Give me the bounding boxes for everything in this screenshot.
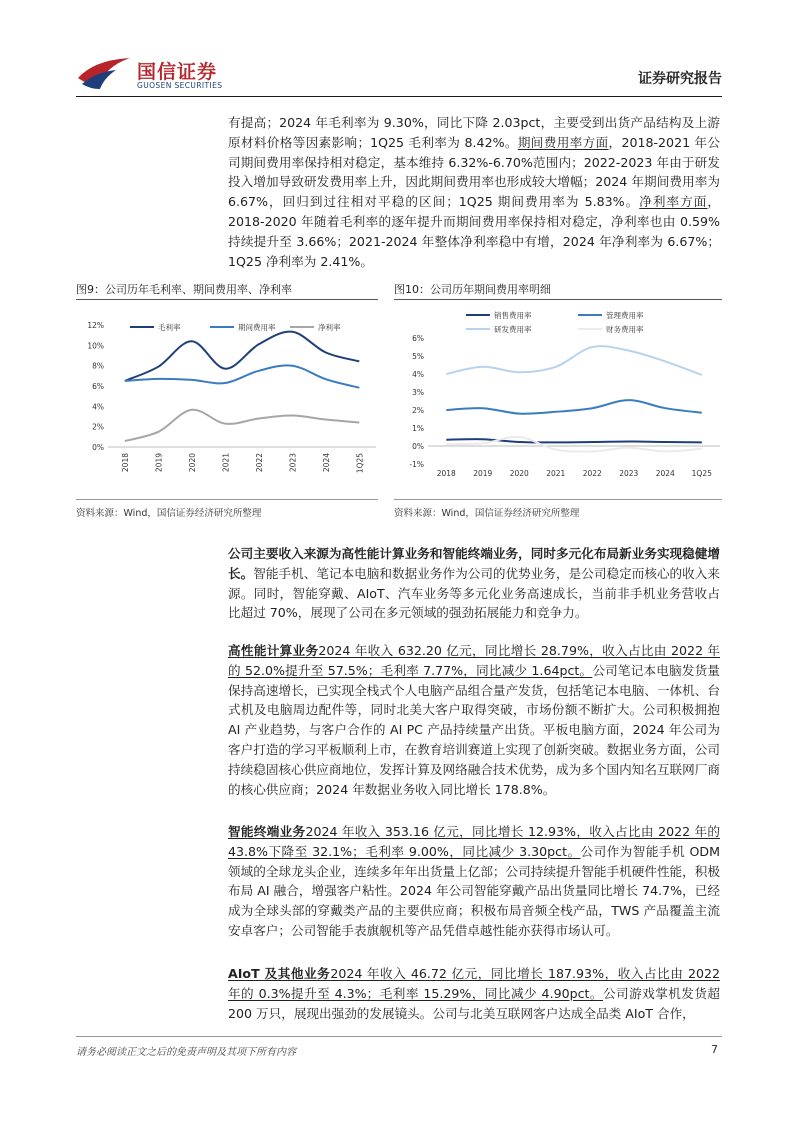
legend-label: 净利率 — [318, 323, 341, 332]
terminal-text: 公司作为智能手机 ODM 领域的全球龙头企业，连续多年年出货量上亿部；公司持续提升智能手机硬件性能，积极布局 AI 融合，增强客户粘性。2024 年公司智能穿戴产品出货量同比增长 74.7%，已经成为全球头部的穿戴类产品的主要供应商；积极布局音频全栈产品，TWS 产品覆盖主流安卓客户；公司智能手表旗舰机等产品凭借卓越性能亦获得市场认可。 — [228, 843, 720, 938]
revenue-structure-paragraph — [228, 544, 720, 623]
x-tick-label: 2018 — [436, 469, 456, 478]
y-tick-label: 5% — [412, 352, 424, 361]
fig10-chart — [394, 305, 722, 495]
fig9-bottom-divider — [76, 499, 378, 500]
y-tick-label: 6% — [412, 334, 424, 343]
y-tick-label: 10% — [87, 341, 104, 351]
x-tick-label: 2019 — [473, 469, 493, 478]
fig9-title: 图9：公司历年毛利率、期间费用率、净利率 — [76, 283, 292, 296]
legend-label: 财务费用率 — [606, 325, 644, 334]
terminal-business-paragraph — [228, 822, 720, 941]
y-tick-label: 12% — [87, 321, 104, 330]
x-tick-label: 2021 — [221, 453, 231, 473]
hpc-heading: 高性能计算业务 — [228, 643, 319, 658]
hpc-text: 公司笔记本电脑发货量保持高速增长，已实现全栈式个人电脑产品组合量产发货，包括笔记本电脑、一体机、台式机及电脑周边配件等，同时北美大客户取得突破，市场份额不断扩大。公司积极拥抱 AI 产业趋势，与客户合作的 AI PC 产品持续量产出货。平板电脑方面，2024 年公司为客户打造的学习平板顺利上市，在教育培训赛道上实现了创新突破。数据业务方面，公司持续稳固核心供应商地位，发挥计算及网络融合技术优势，成为多个国内知名互联网厂商的核心供应商；2024 年数据业务收入同比增长 178.8%。 — [228, 662, 721, 797]
series-line-3 — [446, 346, 702, 375]
aiot-business-paragraph — [228, 964, 720, 1023]
revenue-structure-text: 智能手机、笔记本电脑和数据业务作为公司的优势业务，是公司稳定而核心的收入来源。同时，智能穿戴、AIoT、汽车业务等多元化业务高速成长，当前非手机业务营收占比超过 70%，展现了公司在多元领域的强劲拓展能力和竞争力。 — [228, 565, 721, 621]
brand-name: 国信证券 — [137, 61, 218, 83]
legend-label: 毛利率 — [158, 323, 181, 332]
x-tick-label: 2023 — [619, 469, 639, 478]
fig9-source: 资料来源：Wind，国信证券经济研究所整理 — [76, 508, 262, 519]
y-tick-label: 8% — [92, 361, 104, 371]
expense-ratio-text: ，2018-2021 年公司期间费用率保持相对稳定，基本维持 6.32%-6.70%范围内；2022-2023 年由于研发投入增加导致研发费用率上升，因此期间费用率也形成较大增幅；2024 年期间费用率为 6.67%，回归到过往相对平稳的区间；1Q25 期间费用率为 5.83%。 — [228, 134, 720, 210]
y-tick-label: 1% — [412, 424, 424, 433]
legend-label: 管理费用率 — [606, 311, 644, 320]
y-tick-label: 0% — [92, 443, 104, 452]
aiot-summary: 2024 年收入 46.72 亿元，同比增长 187.93%，收入占比由 2022 年的 0.3%提升至 4.3%；毛利率 15.29%，同比减少 4.90pct。 — [228, 966, 721, 1001]
x-tick-label: 2022 — [582, 469, 602, 478]
brand-name-en: GUOSEN SECURITIES — [137, 81, 223, 90]
y-tick-label: 0% — [412, 442, 424, 451]
fig9-chart — [76, 305, 378, 495]
terminal-summary: 2024 年收入 353.16 亿元，同比增长 12.93%，收入占比由 2022 年的 43.8%下降至 32.1%；毛利率 9.00%，同比减少 3.30pct。 — [228, 824, 720, 859]
legend-label: 期间费用率 — [238, 323, 276, 332]
fig10-title: 图10：公司历年期间费用率明细 — [394, 283, 551, 296]
y-tick-label: -1% — [409, 460, 424, 469]
x-tick-label: 2024 — [321, 453, 331, 473]
series-line-1 — [446, 439, 702, 442]
legend-label: 研发费用率 — [494, 325, 532, 334]
report-type-label: 证券研究报告 — [638, 71, 722, 87]
x-tick-label: 2021 — [546, 469, 566, 478]
aiot-heading: AIoT 及其他业务 — [228, 966, 331, 981]
x-tick-label: 2022 — [254, 453, 264, 473]
series-line-1 — [125, 332, 359, 381]
fig9-title-divider — [76, 299, 378, 300]
fig10-bottom-divider — [394, 499, 722, 500]
series-line-2 — [125, 365, 359, 387]
header-divider — [76, 96, 722, 97]
guosen-logo-icon — [76, 56, 132, 90]
footer-disclaimer: 请务必阅读正文之后的免责声明及其项下所有内容 — [76, 1047, 296, 1058]
expense-ratio-heading: 期间费用率方面 — [517, 134, 609, 150]
legend-label: 销售费用率 — [494, 311, 532, 320]
y-tick-label: 2% — [412, 406, 424, 415]
hpc-business-paragraph — [228, 641, 720, 799]
net-margin-text: ，2018-2020 年随着毛利率的逐年提升而期间费用率保持相对稳定，净利率也由 0.59%持续提升至 3.66%；2021-2024 年整体净利率稳中有增，2024 年净利率为 6.67%；1Q25 净利率为 2.41%。 — [228, 194, 720, 269]
y-tick-label: 4% — [92, 402, 104, 412]
footer-divider — [76, 1036, 722, 1037]
fig10-source: 资料来源：Wind，国信证券经济研究所整理 — [394, 508, 580, 519]
series-line-2 — [446, 400, 702, 414]
margin-analysis-paragraph — [228, 113, 720, 271]
x-tick-label: 1Q25 — [355, 453, 365, 474]
x-tick-label: 2019 — [154, 453, 164, 473]
x-tick-label: 2018 — [120, 453, 130, 473]
x-tick-label: 2020 — [509, 469, 529, 478]
y-tick-label: 2% — [92, 422, 104, 432]
y-tick-label: 3% — [412, 388, 424, 397]
y-tick-label: 4% — [412, 370, 424, 379]
hpc-summary: 2024 年收入 632.20 亿元，同比增长 28.79%，收入占比由 2022 年的 52.0%提升至 57.5%；毛利率 7.77%，同比减少 1.64pct。 — [228, 643, 720, 678]
aiot-text: 公司游戏掌机发货超 200 万只，展现出强劲的发展镜头。公司与北美互联网客户达成全品类 AIoT 合作， — [228, 985, 720, 1021]
y-tick-label: 6% — [92, 382, 104, 391]
x-tick-label: 2024 — [655, 469, 675, 478]
net-margin-heading: 净利率方面 — [639, 194, 708, 210]
x-tick-label: 1Q25 — [691, 469, 712, 478]
series-line-3 — [125, 410, 359, 441]
gross-margin-text: 有提高；2024 年毛利率为 9.30%，同比下降 2.03pct，主要受到出货产品结构及上游原材料价格等因素影响；1Q25 毛利率为 8.42%。 — [228, 115, 720, 150]
fig10-title-divider — [394, 299, 722, 300]
x-tick-label: 2020 — [187, 453, 197, 473]
report-header — [76, 52, 722, 96]
page-number: 7 — [711, 1043, 718, 1056]
revenue-structure-heading: 公司主要收入来源为高性能计算业务和智能终端业务，同时多元化布局新业务实现稳健增长。 — [228, 546, 720, 581]
terminal-heading: 智能终端业务 — [228, 824, 306, 839]
x-tick-label: 2023 — [288, 453, 298, 473]
